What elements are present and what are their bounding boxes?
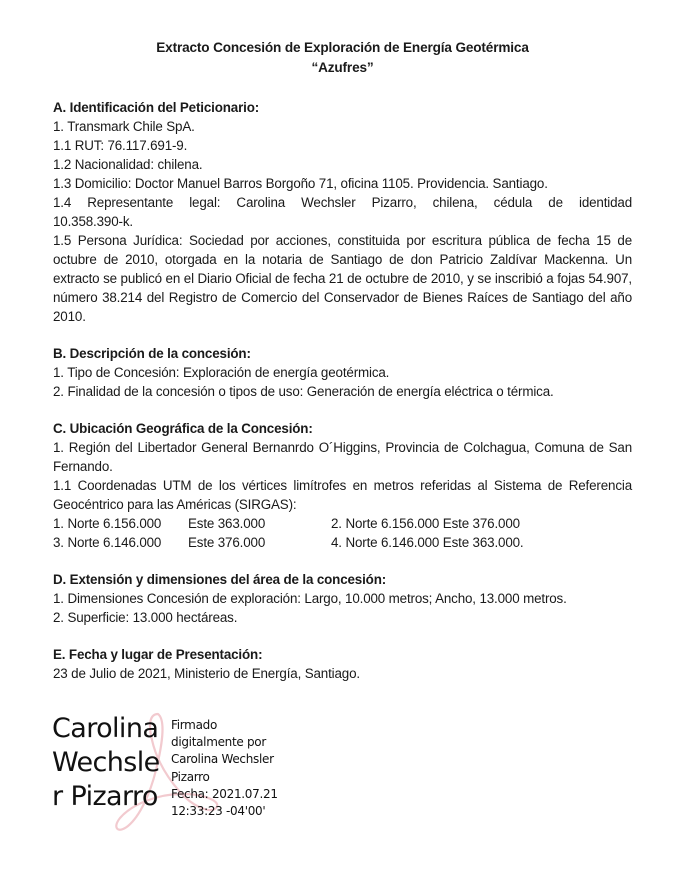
section-d-heading: D. Extensión y dimensiones del área de la concesión: xyxy=(53,572,387,587)
signer-name xyxy=(52,712,160,814)
section-extension xyxy=(53,570,632,627)
section-fecha-lugar xyxy=(53,645,632,683)
signature-details xyxy=(171,717,278,820)
signature-detail-2: digitalmente por xyxy=(171,735,266,750)
region-comuna: 1. Región del Libertador General Bernanrdo O´Higgins, Provincia de Colchagua, Comuna de San Fernando. xyxy=(53,440,632,474)
section-b-heading: B. Descripción de la concesión: xyxy=(53,346,251,361)
section-a-heading: A. Identificación del Peticionario: xyxy=(53,100,260,115)
dimensiones: 1. Dimensiones Concesión de exploración: Largo, 10.000 metros; Ancho, 13.000 metros. xyxy=(53,591,567,606)
tipo-concesion: 1. Tipo de Concesión: Exploración de energía geotérmica. xyxy=(53,365,390,380)
peticionario-nacionalidad: 1.2 Nacionalidad: chilena. xyxy=(53,157,203,172)
vertex-3-este: Este 376.000 xyxy=(188,535,266,550)
representante-legal-line2: 10.358.390-k. xyxy=(53,214,133,229)
signer-name-line-2: Wechsle xyxy=(52,747,160,778)
representante-legal-line1: 1.4 Representante legal: Carolina Wechsler Pizarro, chilena, cédula de identidad xyxy=(53,195,632,210)
section-peticionario xyxy=(53,98,632,326)
signature-date: Fecha: 2021.07.21 xyxy=(171,786,278,801)
section-ubicacion xyxy=(53,419,632,552)
signature-time: 12:33:23 -04'00' xyxy=(171,804,266,819)
vertices-row-2 xyxy=(53,533,632,552)
document-title: Extracto Concesión de Exploración de Energía Geotérmica xyxy=(156,40,529,55)
persona-juridica: 1.5 Persona Jurídica: Sociedad por acciones, constituida por escritura pública de fecha 15 de octubre de 2010, otorgada en la notaria de Santiago de don Patricio Zaldívar Mackenna. Un extracto se publicó en el Diario Oficial de fecha 21 de octubre de 2010, y se inscribió a fojas 54.907, número 38.214 del Registro de Comercio del Conservador de Bienes Raíces de Santiago del año 2010. xyxy=(53,233,632,324)
signer-name-line-3: r Pizarro xyxy=(52,781,158,812)
section-descripcion xyxy=(53,344,632,401)
peticionario-rut: 1.1 RUT: 76.117.691-9. xyxy=(53,138,188,153)
signer-name-line-1: Carolina xyxy=(52,713,159,744)
signature-detail-1: Firmado xyxy=(171,718,217,732)
vertices-row-1 xyxy=(53,514,632,533)
superficie: 2. Superficie: 13.000 hectáreas. xyxy=(53,610,238,625)
vertex-1-norte: 1. Norte 6.156.000 xyxy=(53,516,162,531)
section-e-heading: E. Fecha y lugar de Presentación: xyxy=(53,647,263,662)
finalidad-concesion: 2. Finalidad de la concesión o tipos de uso: Generación de energía eléctrica o térmica. xyxy=(53,384,554,399)
section-c-heading: C. Ubicación Geográfica de la Concesión: xyxy=(53,421,313,436)
vertex-4: 4. Norte 6.146.000 Este 363.000. xyxy=(331,535,524,550)
peticionario-domicilio: 1.3 Domicilio: Doctor Manuel Barros Borgoño 71, oficina 1105. Providencia. Santiago. xyxy=(53,176,548,191)
document-subtitle: “Azufres” xyxy=(311,59,374,75)
vertex-1-este: Este 363.000 xyxy=(188,516,266,531)
coordenadas-utm-description: 1.1 Coordenadas UTM de los vértices limítrofes en metros referidas al Sistema de Referencia Geocéntrico para las Américas (SIRGAS): xyxy=(53,478,632,512)
signature-detail-4: Pizarro xyxy=(171,769,210,784)
signature-detail-3: Carolina Wechsler xyxy=(171,752,274,767)
vertex-3-norte: 3. Norte 6.146.000 xyxy=(53,535,162,550)
fecha-lugar-text: 23 de Julio de 2021, Ministerio de Energía, Santiago. xyxy=(53,666,360,681)
document-page xyxy=(53,38,632,683)
peticionario-name: 1. Transmark Chile SpA. xyxy=(53,119,195,134)
vertex-2: 2. Norte 6.156.000 Este 376.000 xyxy=(331,516,520,531)
digital-signature[interactable] xyxy=(52,712,312,837)
